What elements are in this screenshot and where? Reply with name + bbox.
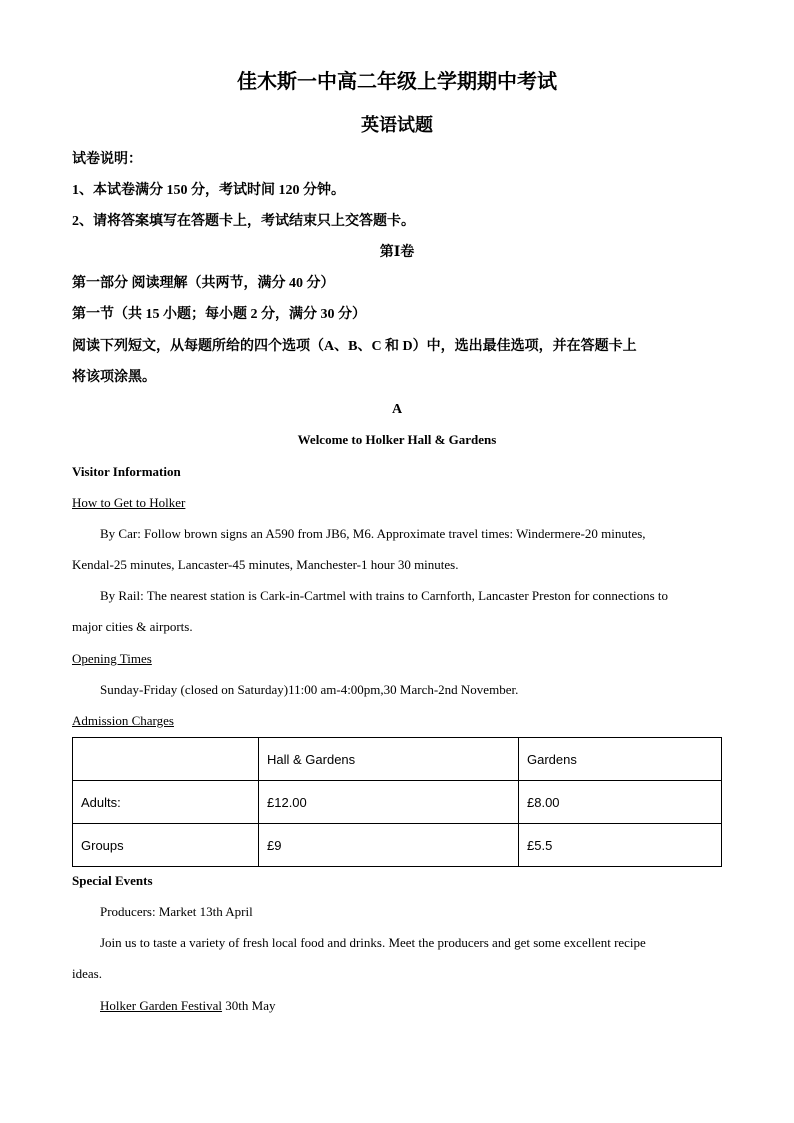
by-rail-line-2: major cities & airports.: [72, 619, 193, 634]
garden-festival-name: Holker Garden Festival: [100, 998, 223, 1013]
visitor-info-heading: Visitor Information: [72, 464, 181, 479]
by-car-line-1: By Car: Follow brown signs an A590 from JB6, M6. Approximate travel times: Windermere-20 minutes,: [100, 526, 646, 541]
table-cell: [73, 738, 259, 781]
section-heading: 第一节（共 15 小题；每小题 2 分，满分 30 分）: [72, 307, 366, 322]
garden-festival-date: 30th May: [222, 998, 276, 1013]
opening-times-heading: Opening Times: [72, 651, 152, 666]
table-cell: £8.00: [519, 781, 722, 824]
table-cell: Hall & Gardens: [259, 738, 519, 781]
part-heading: 第一部分 阅读理解（共两节，满分 40 分）: [72, 276, 335, 291]
passage-label: A: [391, 402, 403, 417]
table-row: [73, 824, 722, 867]
special-events-heading: Special Events: [72, 873, 153, 888]
instructions-heading: 试卷说明：: [72, 152, 142, 167]
table-header-row: [73, 738, 722, 781]
volume-heading: 第Ⅰ卷: [379, 245, 415, 260]
directions-line-2: 将该项涂黑。: [72, 370, 156, 385]
table-cell: £5.5: [519, 824, 722, 867]
table-cell: Groups: [73, 824, 259, 867]
instruction-item-2: 2、请将答案填写在答题卡上，考试结束只上交答题卡。: [72, 214, 415, 229]
table-cell: £9: [259, 824, 519, 867]
passage-title: Welcome to Holker Hall & Gardens: [297, 432, 497, 447]
instruction-item-1: 1、本试卷满分 150 分，考试时间 120 分钟。: [72, 183, 345, 198]
admission-heading: Admission Charges: [72, 713, 174, 728]
admission-table: [72, 737, 722, 867]
table-cell: £12.00: [259, 781, 519, 824]
producers-market-line: Producers: Market 13th April: [100, 904, 253, 919]
producers-description-line-2: ideas.: [72, 966, 102, 981]
how-to-get-heading: How to Get to Holker: [72, 495, 186, 510]
exam-subtitle: 英语试题: [361, 115, 433, 135]
by-rail-line-1: By Rail: The nearest station is Cark-in-Cartmel with trains to Carnforth, Lancaster Preston for connections to: [100, 588, 669, 603]
directions-line-1: 阅读下列短文，从每题所给的四个选项（A、B、C 和 D）中，选出最佳选项，并在答题卡上: [72, 339, 637, 354]
garden-festival-line: [100, 996, 275, 1016]
table-cell: Gardens: [519, 738, 722, 781]
by-car-line-2: Kendal-25 minutes, Lancaster-45 minutes, Manchester-1 hour 30 minutes.: [72, 557, 459, 572]
table-cell: Adults:: [73, 781, 259, 824]
opening-times-text: Sunday-Friday (closed on Saturday)11:00 am-4:00pm,30 March-2nd November.: [100, 682, 519, 697]
exam-title: 佳木斯一中高二年级上学期期中考试: [237, 71, 557, 93]
table-row: [73, 781, 722, 824]
producers-description-line-1: Join us to taste a variety of fresh local food and drinks. Meet the producers and get some excellent recipe: [100, 935, 646, 950]
